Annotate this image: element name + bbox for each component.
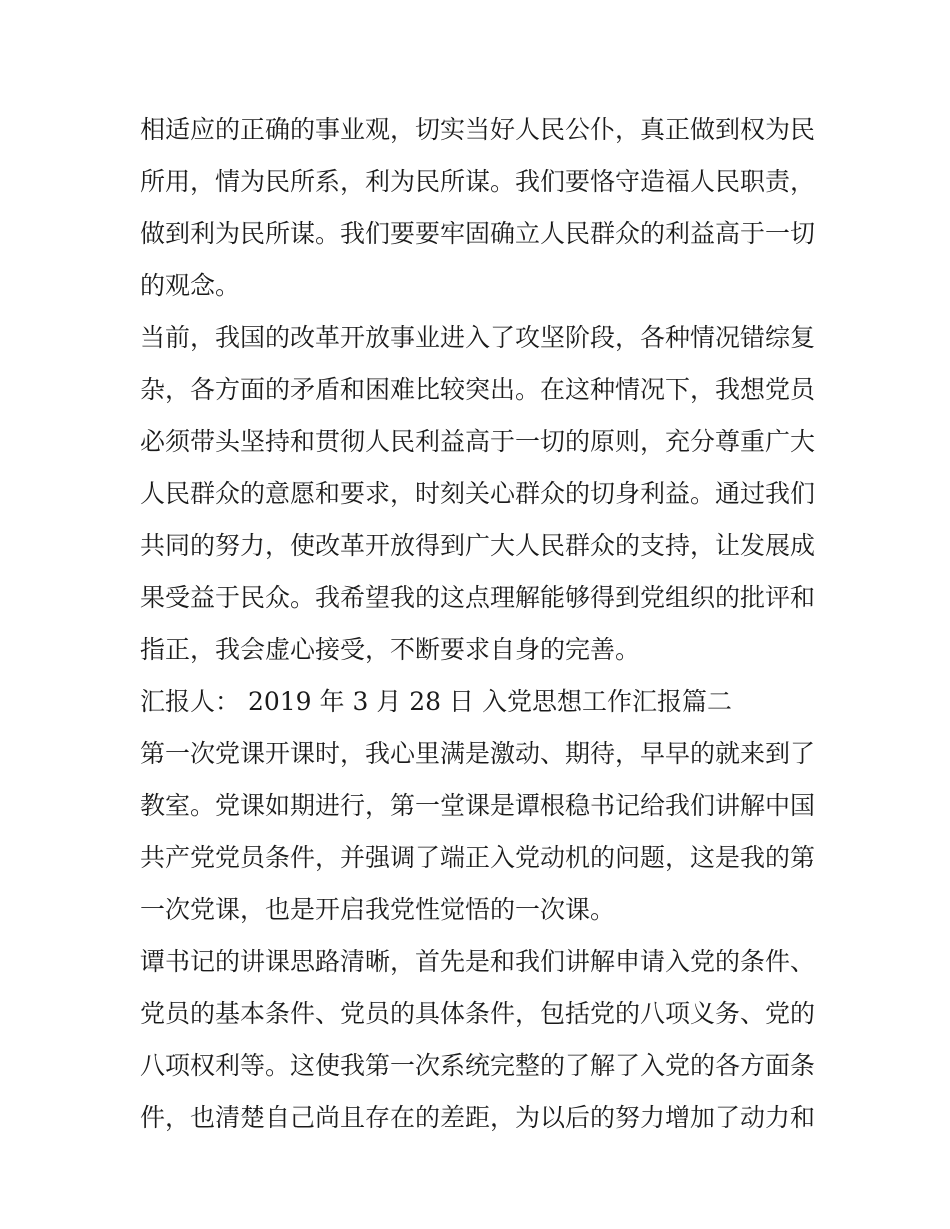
document-body bbox=[140, 104, 820, 1144]
text-line: 杂，各方面的矛盾和困难比较突出。在这种情况下，我想党员 bbox=[140, 375, 816, 404]
text-line: 必须带头坚持和贯彻人民利益高于一切的原则，充分尊重广大 bbox=[140, 427, 816, 456]
text-line: 相适应的正确的事业观，切实当好人民公仆，真正做到权为民 bbox=[140, 115, 816, 144]
text-line: 指正，我会虚心接受，不断要求自身的完善。 bbox=[140, 635, 641, 664]
text-line: 一次党课，也是开启我党性觉悟的一次课。 bbox=[140, 895, 616, 924]
text-line: 共产党党员条件，并强调了端正入党动机的问题，这是我的第 bbox=[140, 843, 816, 872]
text-line: 八项权利等。这使我第一次系统完整的了解了入党的各方面条 bbox=[140, 1051, 816, 1080]
text-line: 当前，我国的改革开放事业进入了攻坚阶段，各种情况错综复 bbox=[140, 323, 816, 352]
text-line: 件，也清楚自己尚且存在的差距，为以后的努力增加了动力和 bbox=[140, 1103, 816, 1132]
text-line: 党员的基本条件、党员的具体条件，包括党的八项义务、党的 bbox=[140, 999, 816, 1028]
text-line: 第一次党课开课时，我心里满是激动、期待，早早的就来到了 bbox=[140, 739, 816, 768]
signature-line: 汇报人： 2019 年 3 月 28 日 入党思想工作汇报篇二 bbox=[140, 687, 732, 716]
text-line: 教室。党课如期进行，第一堂课是谭根稳书记给我们讲解中国 bbox=[140, 791, 816, 820]
text-line: 谭书记的讲课思路清晰，首先是和我们讲解申请入党的条件、 bbox=[140, 947, 816, 976]
text-line: 做到利为民所谋。我们要要牢固确立人民群众的利益高于一切 bbox=[140, 219, 816, 248]
text-line: 共同的努力，使改革开放得到广大人民群众的支持，让发展成 bbox=[140, 531, 816, 560]
text-line: 所用，情为民所系，利为民所谋。我们要恪守造福人民职责， bbox=[140, 167, 816, 196]
text-line: 的观念。 bbox=[140, 271, 241, 300]
text-line: 果受益于民众。我希望我的这点理解能够得到党组织的批评和 bbox=[140, 583, 816, 612]
text-line: 人民群众的意愿和要求，时刻关心群众的切身利益。通过我们 bbox=[140, 479, 816, 508]
